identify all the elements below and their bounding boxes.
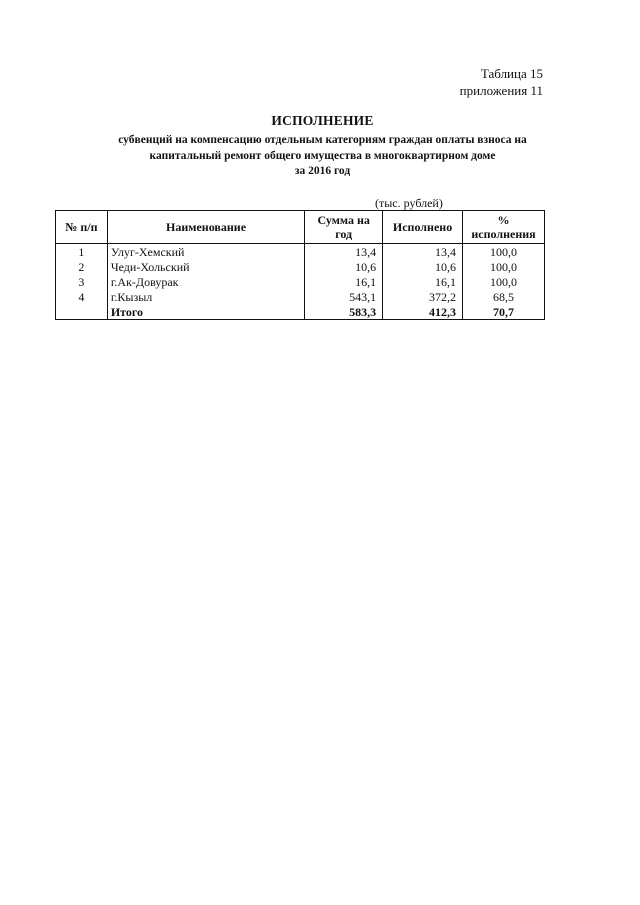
row-name: Чеди-Хольский: [107, 259, 304, 274]
header-percent-line1: %: [497, 213, 510, 227]
document-title: ИСПОЛНЕНИЕ: [271, 113, 374, 128]
row-planned: 13,4: [305, 244, 383, 260]
row-percent: 68,5: [463, 289, 545, 304]
appendix-reference: [460, 65, 543, 99]
row-executed: 13,4: [383, 244, 463, 260]
row-planned: 10,6: [305, 259, 383, 274]
row-name: г.Ак-Довурак: [107, 274, 304, 289]
row-name: Улуг-Хемский: [107, 244, 304, 260]
row-executed: 16,1: [383, 274, 463, 289]
table-row: [56, 244, 545, 260]
header-name: Наименование: [107, 211, 304, 244]
subtitle-line-1: субвенций на компенсацию отдельным категориям граждан оплаты взноса на: [118, 134, 527, 146]
row-percent: 100,0: [463, 274, 545, 289]
execution-table: [55, 210, 545, 320]
header-percent-line2: исполнения: [471, 227, 536, 241]
row-executed: 10,6: [383, 259, 463, 274]
row-planned: 543,1: [305, 289, 383, 304]
header-percent: [463, 211, 545, 244]
row-num: 3: [56, 274, 108, 289]
total-name: Итого: [107, 304, 304, 320]
table-row: [56, 274, 545, 289]
row-num: 2: [56, 259, 108, 274]
table-header-row: [56, 211, 545, 244]
total-planned: 583,3: [305, 304, 383, 320]
row-percent: 100,0: [463, 244, 545, 260]
header-num: № п/п: [56, 211, 108, 244]
header-planned: [305, 211, 383, 244]
header-planned-line2: год: [335, 227, 353, 241]
table-number: Таблица 15: [480, 66, 543, 81]
row-percent: 100,0: [463, 259, 545, 274]
total-row: [56, 304, 545, 320]
row-executed: 372,2: [383, 289, 463, 304]
table-row: [56, 289, 545, 304]
row-name: г.Кызыл: [107, 289, 304, 304]
total-num: [56, 304, 108, 320]
appendix-number: приложения 11: [459, 83, 543, 98]
subtitle-line-3: за 2016 год: [294, 165, 351, 177]
title-block: [50, 112, 595, 180]
row-num: 1: [56, 244, 108, 260]
row-planned: 16,1: [305, 274, 383, 289]
total-executed: 412,3: [383, 304, 463, 320]
row-num: 4: [56, 289, 108, 304]
units-label: (тыс. рублей): [375, 196, 443, 210]
subtitle-line-2: капитальный ремонт общего имущества в многоквартирном доме: [149, 149, 496, 162]
document-subtitle: [50, 133, 595, 180]
header-executed: Исполнено: [383, 211, 463, 244]
table-row: [56, 259, 545, 274]
header-planned-line1: Сумма на: [317, 213, 370, 227]
total-percent: 70,7: [463, 304, 545, 320]
